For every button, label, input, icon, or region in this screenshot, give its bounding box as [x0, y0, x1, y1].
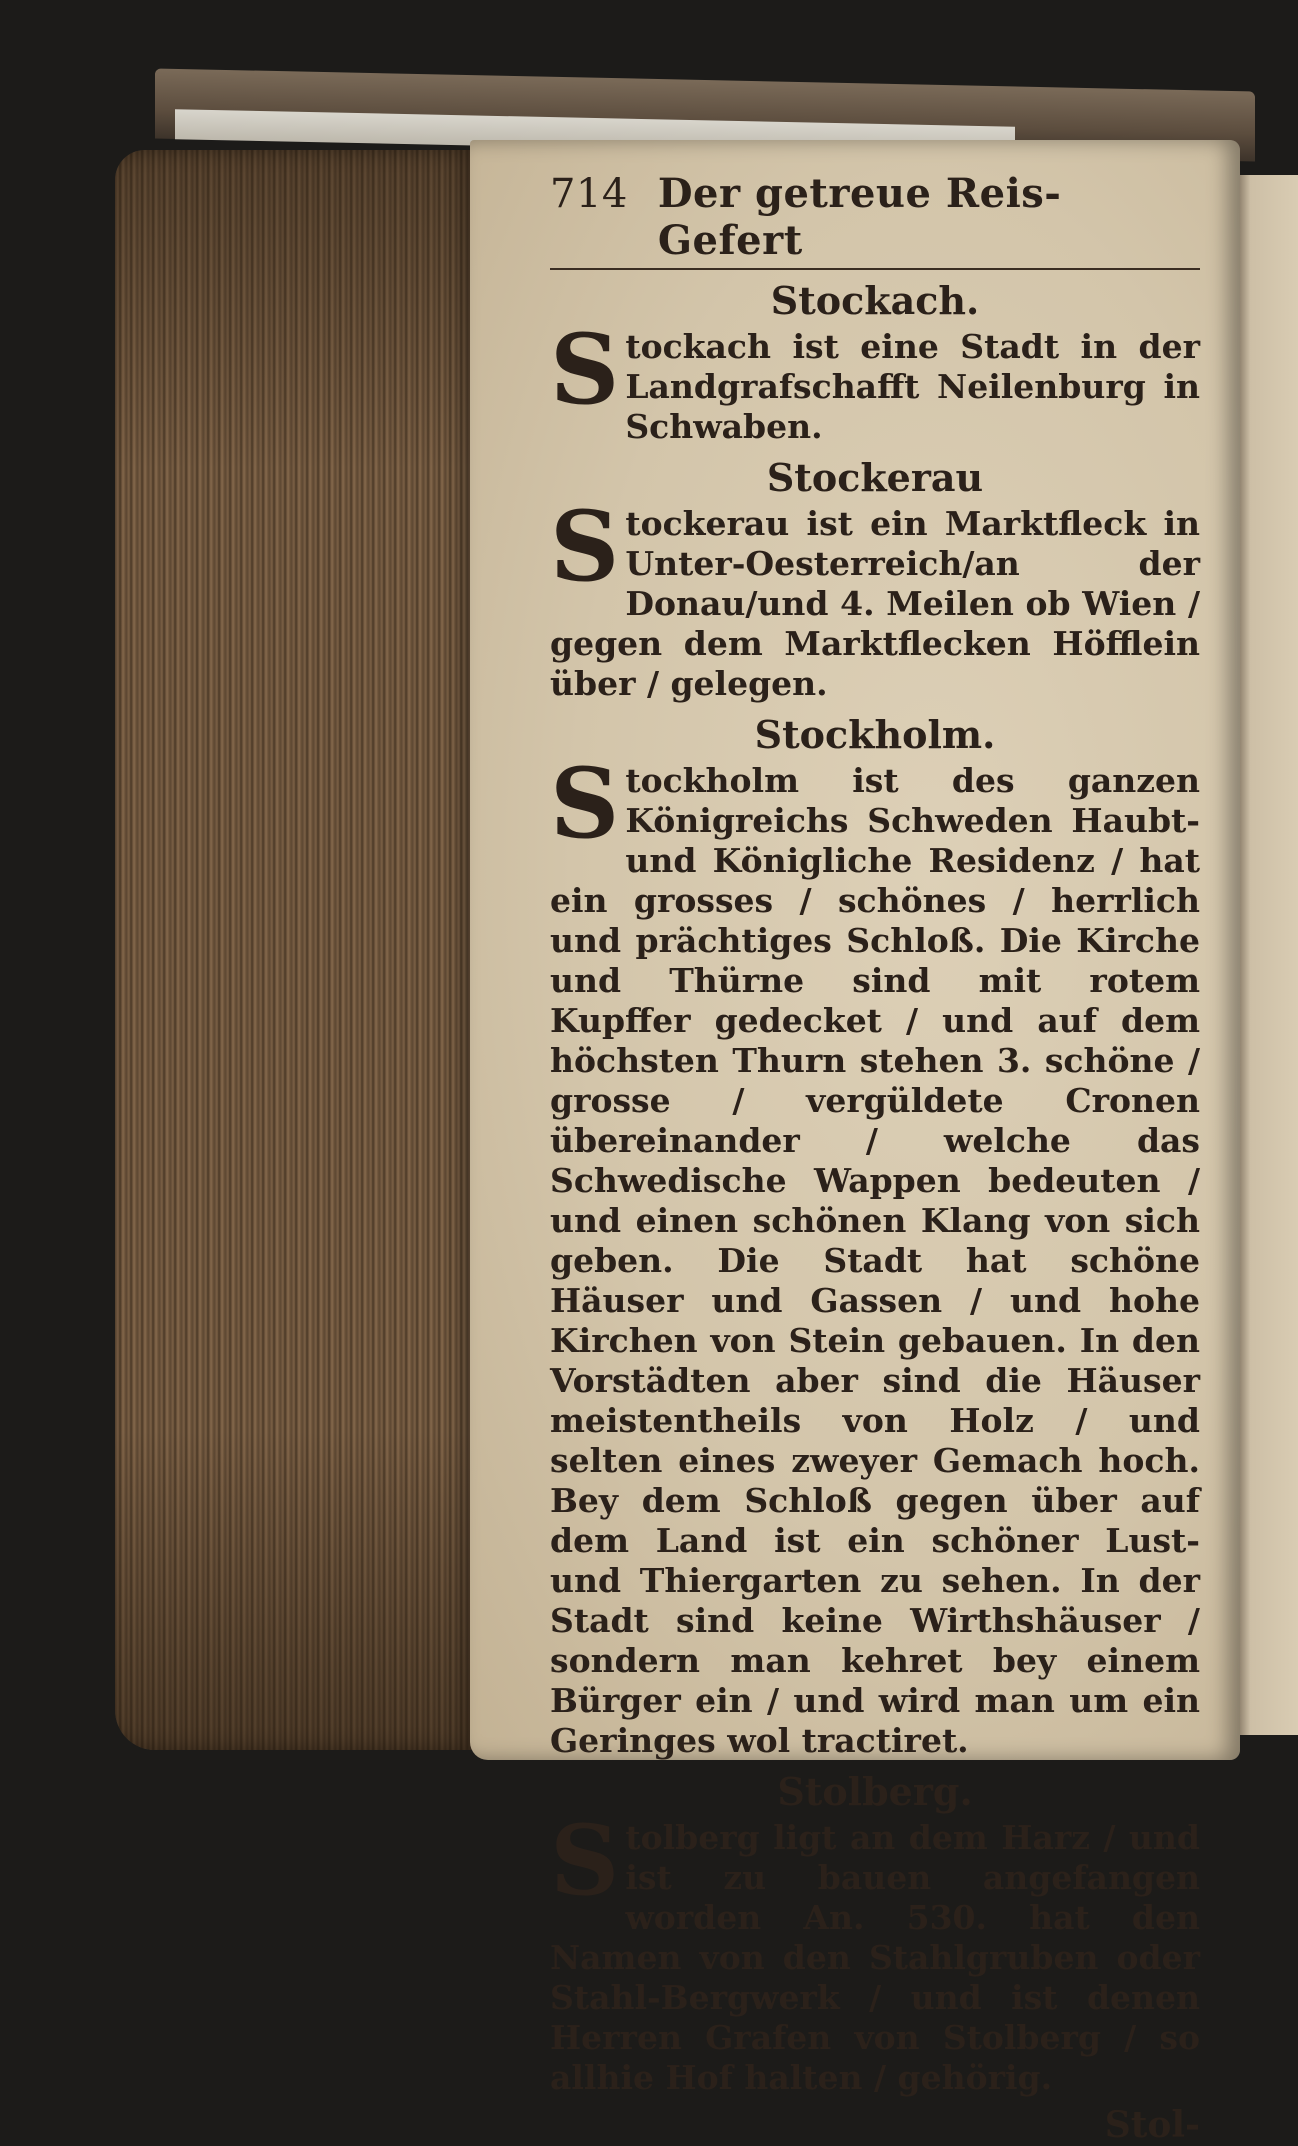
entry-title: Stockerau: [766, 455, 984, 500]
entry-body: tockerau ist ein Marktfleck in Unter-Oesterreich/an der Donau/und 4. Meilen ob Wien / gegen dem Marktflecken Höfflein über / gelegen.: [550, 504, 1200, 703]
entry-stockholm: [550, 712, 1200, 1761]
catchword: Stol-: [1104, 2104, 1200, 2146]
book-page: [470, 140, 1240, 2146]
entry-text: [550, 747, 1200, 1761]
entry-text: [550, 1804, 1200, 2098]
entry-body: tockholm ist des ganzen Königreichs Schweden Haubt- und Königliche Residenz / hat ein grosses / schönes / herrlich und prächtiges Schloß. Die Kirche und Thürne sind mit rotem Kupffer gedecket / und auf dem höchsten Thurn stehen 3. schöne / grosse / vergüldete Cronen übereinander / welche das Schwedische Wappen bedeuten / und einen schönen Klang von sich geben. Die Stadt hat schöne Häuser und Gassen / und hohe Kirchen von Stein gebauen. In den Vorstädten aber sind die Häuser meistentheils von Holz / und selten eines zweyer Gemach hoch. Bey dem Schloß gegen über auf dem Land ist ein schöner Lust- und Thiergarten zu sehen. In der Stadt sind keine Wirthshäuser / sondern man kehret bey einem Bürger ein / und wird man um ein Geringes wol tractiret.: [550, 761, 1200, 1760]
page-header: [550, 170, 1200, 270]
drop-initial: S: [550, 490, 620, 603]
entry-stockach: [550, 278, 1200, 447]
drop-initial: S: [550, 313, 620, 426]
entry-title: Stockach.: [770, 278, 980, 323]
entry-title: Stolberg.: [777, 1769, 973, 1814]
entry-body: tockach ist eine Stadt in der Landgrafschafft Neilenburg in Schwaben.: [625, 327, 1200, 446]
entry-body: tolberg ligt an dem Harz / und ist zu bauen angefangen worden An. 530. hat den Namen von den Stahlgruben oder Stahl-Bergwerk / und ist denen Herren Grafen von Stolberg / so allhie Hof halten / gehörig.: [550, 1818, 1200, 2097]
page-block-edges: [115, 150, 475, 1750]
entry-stockerau: [550, 455, 1200, 704]
page-number: 714: [550, 171, 628, 217]
facing-page-edge: [1230, 175, 1298, 1735]
drop-initial: S: [550, 1804, 620, 1917]
entry-stolberg: [550, 1769, 1200, 2098]
entry-text: [550, 313, 1200, 447]
entry-text: [550, 490, 1200, 704]
book: [115, 80, 1298, 2146]
running-title: Der getreue Reis-Gefert: [657, 170, 1062, 264]
drop-initial: S: [550, 747, 620, 860]
entry-title: Stockholm.: [754, 712, 996, 757]
page-content: [550, 170, 1200, 2146]
